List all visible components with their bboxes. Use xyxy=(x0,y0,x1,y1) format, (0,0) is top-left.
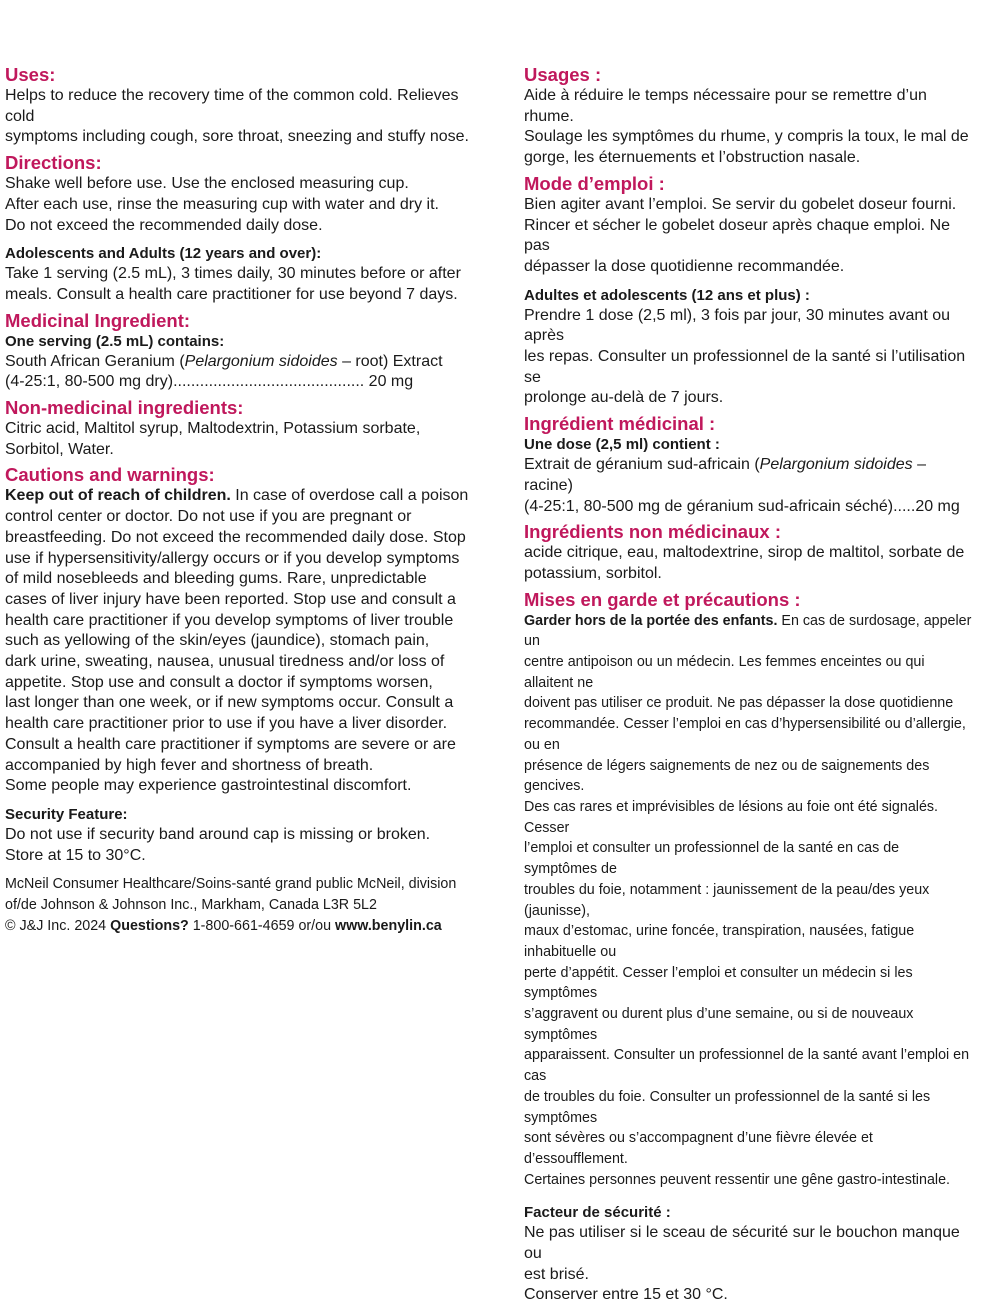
cautions-heading: Cautions and warnings: xyxy=(5,464,215,486)
nonmedicinal-heading: Non-medicinal ingredients: xyxy=(5,397,244,419)
directions-heading: Directions: xyxy=(5,152,102,174)
phone-number: 1-800-661-4659 or/ou xyxy=(188,917,335,934)
usages-text: Aide à réduire le temps nécessaire pour se remettre d’un rhume. Soulage les symptômes du rhume, y compris la toux, le mal de gorge, les éternuements et l’obstruction nasale. xyxy=(524,87,969,167)
usages-heading: Usages : xyxy=(524,64,602,85)
facteur-securite-text: Ne pas utiliser si le sceau de sécurité sur le bouchon manque ou est brisé. Conserver entre 15 et 30 °C. xyxy=(524,1224,960,1304)
security-text: Do not use if security band around cap is missing or broken. Store at 15 to 30°C. xyxy=(5,825,431,864)
english-column xyxy=(5,64,480,937)
serving-subheading: One serving (2.5 mL) contains: xyxy=(5,332,225,350)
dosage-text: Take 1 serving (2.5 mL), 3 times daily, 30 minutes before or after meals. Consult a health care practitioner for use beyond 7 days. xyxy=(5,265,461,303)
posologie-text: Prendre 1 dose (2,5 ml), 3 fois par jour, 30 minutes avant ou après les repas. Consulter un professionnel de la santé si l’utilisation se prolonge au-delà de 7 jours. xyxy=(524,306,966,407)
dosage-subheading: Adolescents and Adults (12 years and over): xyxy=(5,245,322,263)
mises-en-garde-text: Garder hors de la portée des enfants. En cas de surdosage, appeler un centre antipoison ou un médecin. Les femmes enceintes ou qui allaitent ne doivent pas utiliser ce produit. Ne pas dépasser la dose quotidienne recommandée. Cesser l’emploi en cas d’hypersensibilité ou d’allergie, ou en présence de légers saignements de nez ou de saignements des gencives. Des cas rares et imprévisibles de lésions au foie ont été signalés. Cesser l’emploi et consulter un professionnel de la santé en cas de symptômes de troubles du foie, notamment : jaunissement de la peau/des yeux (jaunisse), maux d’estomac, urine foncée, transpiration, nausées, fatigue inhabituelle ou perte d’appétit. Cesser l’emploi et consulter un médecin si les symptômes s’aggravent ou durent plus d’une semaine, ou si de nouveaux symptômes apparaissent. Consulter un professionnel de la santé avant l’emploi en cas de troubles du foie. Consulter un professionnel de la santé si les symptômes sont sévères ou s’accompagnent d’une fièvre élevée et d’essoufflement. Certaines personnes peuvent ressentir une gêne gastro-intestinale. xyxy=(524,612,972,1188)
directions-text: Shake well before use. Use the enclosed measuring cup. After each use, rinse the measuring cup with water and dry it. Do not exceed the recommended daily dose. xyxy=(5,175,439,234)
ingredient-medicinal-heading: Ingrédient médicinal : xyxy=(524,413,716,435)
uses-heading: Uses: xyxy=(5,64,56,85)
french-column xyxy=(524,64,974,1306)
copyright-text: © J&J Inc. 2024 xyxy=(5,917,111,934)
ingredient-medicinal-text: Extrait de géranium sud-africain (Pelargonium sidoides – racine) (4-25:1, 80-500 mg de géranium sud-africain séché).....20 mg xyxy=(524,456,960,515)
posologie-subheading: Adultes et adolescents (12 ans et plus) : xyxy=(524,286,810,304)
cautions-text: Keep out of reach of children. In case of overdose call a poison control center or doctor. Do not use if you are pregnant or breastfeeding. Do not exceed the recommended daily dose. Stop use if hypersensitivity/allergy occurs or if you develop symptoms of mild nosebleeds and bleeding gums. Rare, unpredictable cases of liver injury have been reported. Stop use and consult a health care practitioner if you develop symptoms of liver trouble such as yellowing of the skin/eyes (jaundice), stomach pain, dark urine, sweating, nausea, unusual tiredness and/or loss of appetite. Stop use and consult a doctor if symptoms worsen, last longer than one week, or if new symptoms occur. Consult a health care practitioner prior to use if you have a liver disorder. Consult a health care practitioner if symptoms are severe or are accompanied by high fever and shortness of breath. Some people may experience gastrointestinal discomfort. xyxy=(5,487,469,795)
ingredients-non-medicinaux-text: acide citrique, eau, maltodextrine, sirop de maltitol, sorbate de potassium, sorbitol. xyxy=(524,544,965,582)
mode-emploi-text: Bien agiter avant l’emploi. Se servir du gobelet doseur fourni. Rincer et sécher le gobelet doseur après chaque emploi. Ne pas dépasser la dose quotidienne recommandée. xyxy=(524,195,957,275)
facteur-securite-subheading: Facteur de sécurité : xyxy=(524,1204,671,1222)
security-subheading: Security Feature: xyxy=(5,805,128,823)
nonmedicinal-text: Citric acid, Maltitol syrup, Maltodextrin, Potassium sorbate, Sorbitol, Water. xyxy=(5,420,421,458)
dose-subheading: Une dose (2,5 ml) contient : xyxy=(524,436,720,454)
manufacturer-footer: McNeil Consumer Healthcare/Soins-santé grand public McNeil, division of/de Johnson & Johnson Inc., Markham, Canada L3R 5L2 © J&J Inc. 2024 Questions? 1-800-661-4659 or/ou www.benylin.ca xyxy=(5,876,457,934)
medicinal-heading: Medicinal Ingredient: xyxy=(5,309,191,331)
medicinal-text: South African Geranium (Pelargonium sidoides – root) Extract (4-25:1, 80-500 mg dry)........................................... 20 mg xyxy=(5,352,443,391)
questions-label: Questions? xyxy=(110,917,189,934)
uses-text: Helps to reduce the recovery time of the common cold. Relieves cold symptoms including cough, sore throat, sneezing and stuffy nose. xyxy=(5,87,469,146)
mises-en-garde-heading: Mises en garde et précautions : xyxy=(524,588,801,610)
website-link: www.benylin.ca xyxy=(335,917,442,934)
ingredients-non-medicinaux-heading: Ingrédients non médicinaux : xyxy=(524,521,781,543)
mode-emploi-heading: Mode d’emploi : xyxy=(524,172,665,194)
